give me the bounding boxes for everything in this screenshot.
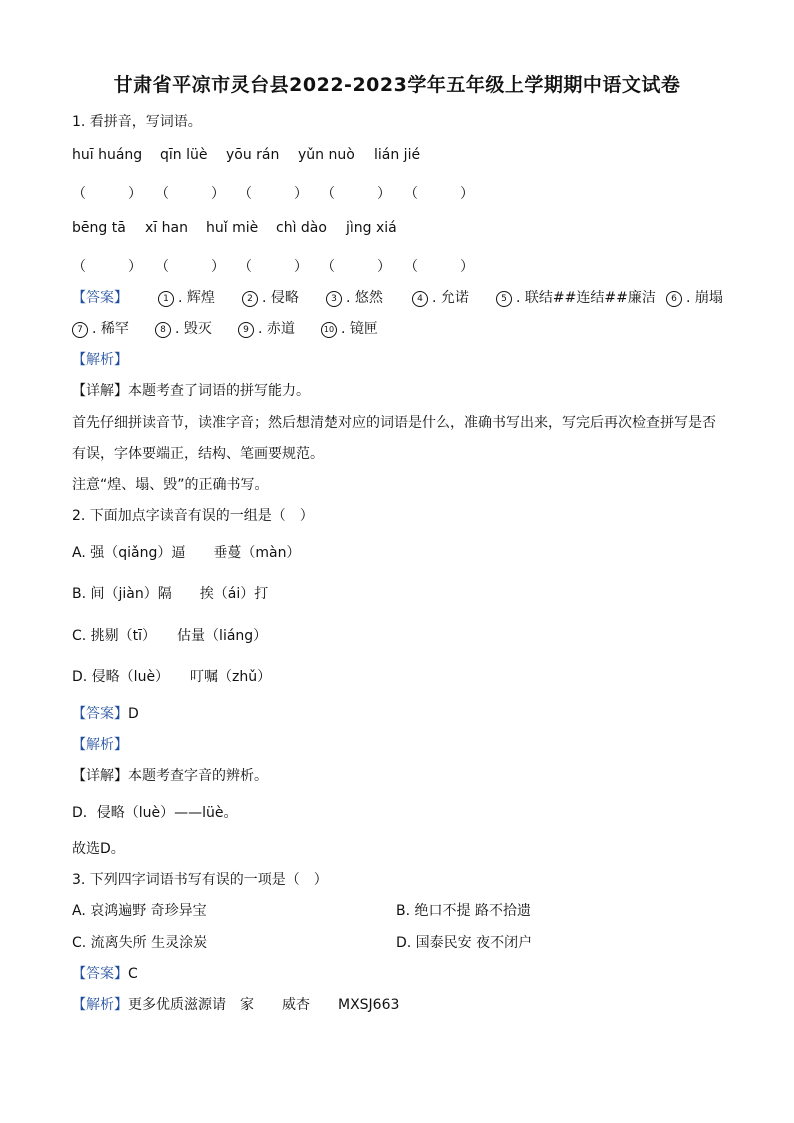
- answer-text: . 侵略: [262, 290, 299, 306]
- analysis-tag: 【解析】: [72, 737, 128, 753]
- pinyin-item: huǐ miè: [206, 220, 259, 236]
- pinyin-item: yōu rán: [226, 147, 280, 163]
- analysis-tag: 【解析】: [72, 997, 128, 1013]
- answer-blank: （ ）: [72, 186, 142, 202]
- answer-text: . 辉煌: [178, 290, 215, 306]
- detail-tag: 【详解】: [72, 383, 128, 399]
- answer-blank: （ ）: [155, 186, 225, 202]
- answer-text: . 镜匣: [341, 321, 378, 337]
- answer-blank: （ ）: [238, 186, 308, 202]
- detail-line: [72, 765, 268, 785]
- explanation-line: D．侵略（luè）——lüè。: [72, 805, 238, 821]
- pinyin-item: jìng xiá: [346, 220, 397, 236]
- detail-text: 本题考查字音的辨析。: [128, 768, 268, 784]
- answer-item: [72, 318, 129, 338]
- page-title: 甘肃省平凉市灵台县2022-2023学年五年级上学期期中语文试卷: [113, 74, 681, 96]
- answer-tag: 【答案】: [72, 966, 128, 982]
- answer-blank: （ ）: [321, 186, 391, 202]
- q3-stem: 3. 下列四字词语书写有误的一项是（ ）: [72, 872, 328, 888]
- q3-option-b: B. 绝口不提 路不拾遗: [396, 903, 531, 919]
- q1-stem: 1. 看拼音，写词语。: [72, 114, 202, 130]
- answer-item: [666, 287, 723, 307]
- answer-item: [412, 287, 469, 307]
- circled-number: 1: [158, 291, 174, 307]
- circled-number: 9: [238, 322, 254, 338]
- answer-text: . 悠然: [346, 290, 383, 306]
- answer-text: . 赤道: [258, 321, 295, 337]
- answer-line: [72, 703, 139, 723]
- circled-number: 4: [412, 291, 428, 307]
- detail-tag: 【详解】: [72, 768, 128, 784]
- explanation-paragraph: 首先仔细拼读音节，读准字音；然后想清楚对应的词语是什么，准确书写出来，写完后再次检查拼写是否: [72, 415, 716, 431]
- pinyin-item: yǔn nuò: [298, 147, 355, 163]
- q2-option-d: D. 侵略（luè） 叮嘱（zhǔ）: [72, 669, 272, 685]
- answer-item: [238, 318, 295, 338]
- circled-number: 5: [496, 291, 512, 307]
- answer-text: . 稀罕: [92, 321, 129, 337]
- analysis-tag: 【解析】: [72, 352, 128, 368]
- circled-number: 7: [72, 322, 88, 338]
- answer-item: [158, 287, 215, 307]
- answer-blank: （ ）: [72, 259, 142, 275]
- answer-blank: （ ）: [404, 186, 474, 202]
- circled-number: 2: [242, 291, 258, 307]
- answer-tag: 【答案】: [72, 290, 128, 306]
- note-line: 注意“煌、塌、毁”的正确书写。: [72, 477, 269, 493]
- answer-value: D: [128, 706, 139, 722]
- answer-item: [155, 318, 212, 338]
- q3-option-c: C. 流离失所 生灵涂炭: [72, 935, 208, 951]
- q3-option-d: D. 国泰民安 夜不闭户: [396, 935, 533, 951]
- detail-text: 本题考查了词语的拼写能力。: [128, 383, 310, 399]
- answer-item: [242, 287, 299, 307]
- answer-blank: （ ）: [238, 259, 308, 275]
- answer-text: . 允诺: [432, 290, 469, 306]
- circled-number: 6: [666, 291, 682, 307]
- pinyin-item: lián jié: [374, 147, 421, 163]
- pinyin-item: chì dào: [276, 220, 327, 236]
- answer-line: [72, 963, 138, 983]
- answer-text: . 毁灭: [175, 321, 212, 337]
- analysis-line: [72, 994, 399, 1014]
- answer-text: . 崩塌: [686, 290, 723, 306]
- pinyin-item: xī han: [145, 220, 188, 236]
- explanation-paragraph: 有误，字体要端正，结构、笔画要规范。: [72, 446, 324, 462]
- pinyin-item: qīn lüè: [160, 147, 208, 163]
- answer-value: C: [128, 966, 138, 982]
- conclusion-line: 故选D。: [72, 841, 125, 857]
- q2-stem: 2. 下面加点字读音有误的一组是（ ）: [72, 508, 314, 524]
- q3-option-a: A. 哀鸿遍野 奇珍异宝: [72, 903, 207, 919]
- pinyin-item: huī huáng: [72, 147, 143, 163]
- circled-number: 10: [321, 322, 337, 338]
- pinyin-item: bēng tā: [72, 220, 126, 236]
- q2-option-b: B. 间（jiàn）隔 挨（ái）打: [72, 586, 269, 602]
- answer-tag: 【答案】: [72, 706, 128, 722]
- answer-blank: （ ）: [404, 259, 474, 275]
- answer-item: [326, 287, 383, 307]
- q2-option-c: C. 挑剔（tī） 估量（liáng）: [72, 628, 268, 644]
- footer-text: 更多优质滋源请 家 威杏 MXSJ663: [128, 997, 400, 1013]
- circled-number: 8: [155, 322, 171, 338]
- circled-number: 3: [326, 291, 342, 307]
- answer-item: [496, 287, 656, 307]
- answer-blank: （ ）: [155, 259, 225, 275]
- answer-text: . 联结##连结##廉洁: [516, 290, 656, 306]
- detail-line: [72, 380, 310, 400]
- q2-option-a: A. 强（qiǎng）逼 垂蔓（màn）: [72, 545, 301, 561]
- answer-item: [321, 318, 378, 338]
- answer-blank: （ ）: [321, 259, 391, 275]
